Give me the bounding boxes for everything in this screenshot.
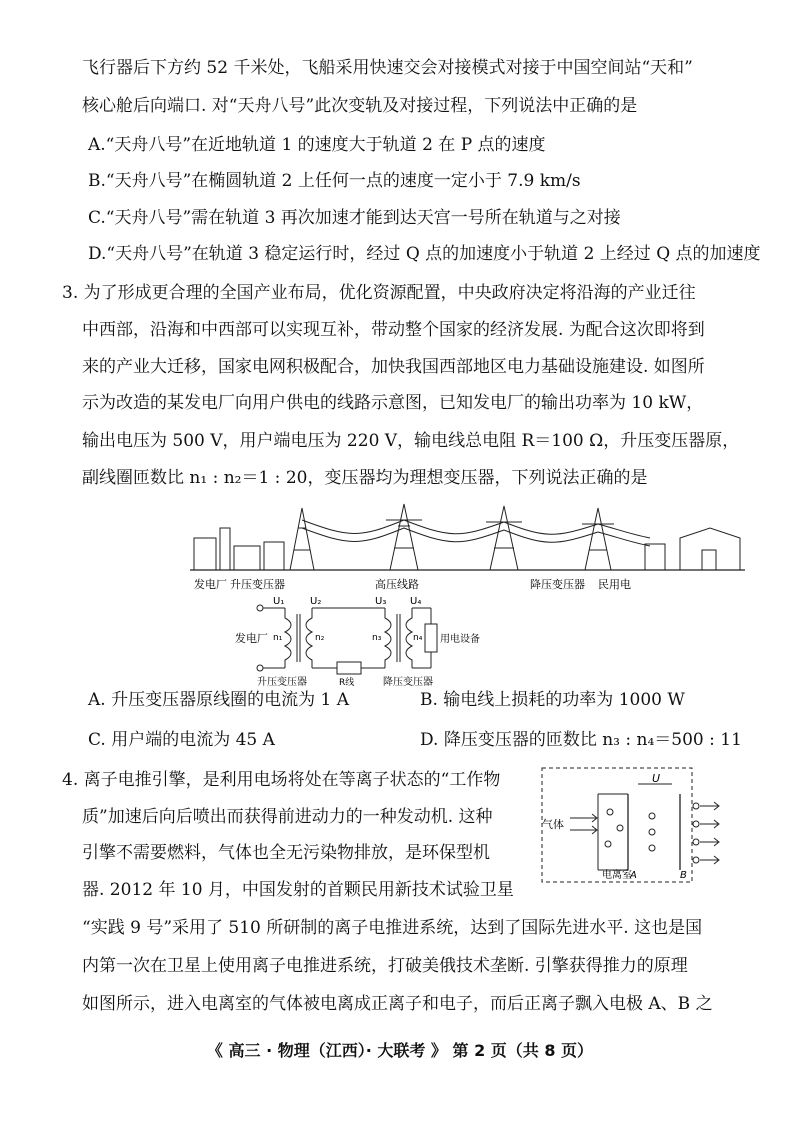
label-u4: U₄ (410, 596, 422, 607)
label-chamber: 电离室 (602, 870, 632, 881)
text-line: 中西部，沿海和中西部可以实现互补，带动整个国家的经济发展. 为配合这次即将到 (82, 320, 705, 340)
label-residential: 民用电 (598, 578, 631, 591)
label-electrode-a: A (630, 870, 637, 881)
label-high-voltage: 高压线路 (375, 578, 419, 591)
text-line: 来的产业大迁移，国家电网积极配合，加快我国西部地区电力基础设施建设. 如图所 (82, 357, 705, 377)
label-n4: n₄ (413, 633, 423, 643)
ion-thruster-figure (540, 766, 745, 884)
label-u1: U₁ (273, 596, 285, 607)
circuit-diagram (235, 592, 480, 688)
label-u2: U₂ (310, 596, 322, 607)
label-resistor: R线 (339, 678, 355, 688)
label-power-plant: 发电厂 (194, 578, 227, 591)
text-line: 器. 2012 年 10 月，中国发射的首颗民用新技术试验卫星 (82, 880, 514, 900)
text-line: 内第一次在卫星上使用离子电推进系统，打破美俄技术垄断. 引擎获得推力的原理 (82, 956, 688, 976)
option-d: D. 降压变压器的匝数比 n₃ : n₄＝500 : 11 (420, 730, 742, 750)
label-n2: n₂ (315, 633, 325, 643)
text-line: 如图所示，进入电离室的气体被电离成正离子和电子，而后正离子飘入电极 A、B 之 (82, 994, 713, 1014)
text-line: 副线圈匝数比 n₁ : n₂＝1 : 20，变压器均为理想变压器，下列说法正确的是 (82, 468, 648, 488)
label-u: U (652, 772, 661, 785)
label-step-down-small: 降压变压器 (383, 677, 433, 688)
text-line: “实践 9 号”采用了 510 所研制的离子电推进系统，达到了国际先进水平. 这也是国 (82, 918, 703, 938)
option-c: C.“天舟八号”需在轨道 3 再次加速才能到达天宫一号所在轨道与之对接 (88, 208, 621, 228)
text-line: 飞行器后下方约 52 千米处，飞船采用快速交会对接模式对接于中国空间站“天和” (82, 58, 693, 78)
label-n3: n₃ (372, 633, 382, 643)
option-b: B. 输电线上损耗的功率为 1000 W (420, 690, 685, 710)
label-n1: n₁ (273, 633, 283, 643)
text-line: 引擎不需要燃料，气体也全无污染物排放，是环保型机 (82, 843, 490, 863)
text-line: 质”加速后向后喷出而获得前进动力的一种发动机. 这种 (82, 807, 493, 827)
option-d: D.“天舟八号”在轨道 3 稳定运行时，经过 Q 点的加速度小于轨道 2 上经过 Q 点的加速度 (88, 244, 761, 264)
label-device: 用电设备 (440, 634, 480, 645)
question-4-text: 4. 离子电推引擎，是利用电场将处在等离子状态的“工作物 (62, 770, 501, 790)
label-u3: U₃ (375, 596, 387, 607)
label-step-up-small: 升压变压器 (257, 677, 307, 688)
question-3-text: 3. 为了形成更合理的全国产业布局，优化资源配置，中央政府决定将沿海的产业迁往 (62, 283, 696, 303)
option-a: A.“天舟八号”在近地轨道 1 的速度大于轨道 2 在 P 点的速度 (88, 135, 546, 155)
label-gas: 气体 (542, 818, 564, 831)
text-line: 输出电压为 500 V，用户端电压为 220 V，输电线总电阻 R＝100 Ω，升压变压器原， (82, 431, 740, 451)
label-source: 发电厂 (235, 632, 268, 645)
label-step-down: 降压变压器 (530, 578, 585, 591)
label-electrode-b: B (680, 870, 687, 881)
option-b: B.“天舟八号”在椭圆轨道 2 上任何一点的速度一定小于 7.9 km/s (88, 171, 581, 191)
power-line-figure (190, 498, 750, 598)
option-a: A. 升压变压器原线圈的电流为 1 A (88, 690, 349, 710)
option-c: C. 用户端的电流为 45 A (88, 730, 275, 750)
text-line: 核心舱后向端口. 对“天舟八号”此次变轨及对接过程，下列说法中正确的是 (82, 96, 638, 116)
label-step-up: 升压变压器 (230, 578, 285, 591)
page-footer: 《 高三 · 物理（江西）· 大联考 》 第 2 页（共 8 页） (206, 1041, 594, 1060)
text-line: 示为改造的某发电厂向用户供电的线路示意图，已知发电厂的输出功率为 10 kW， (82, 393, 704, 413)
